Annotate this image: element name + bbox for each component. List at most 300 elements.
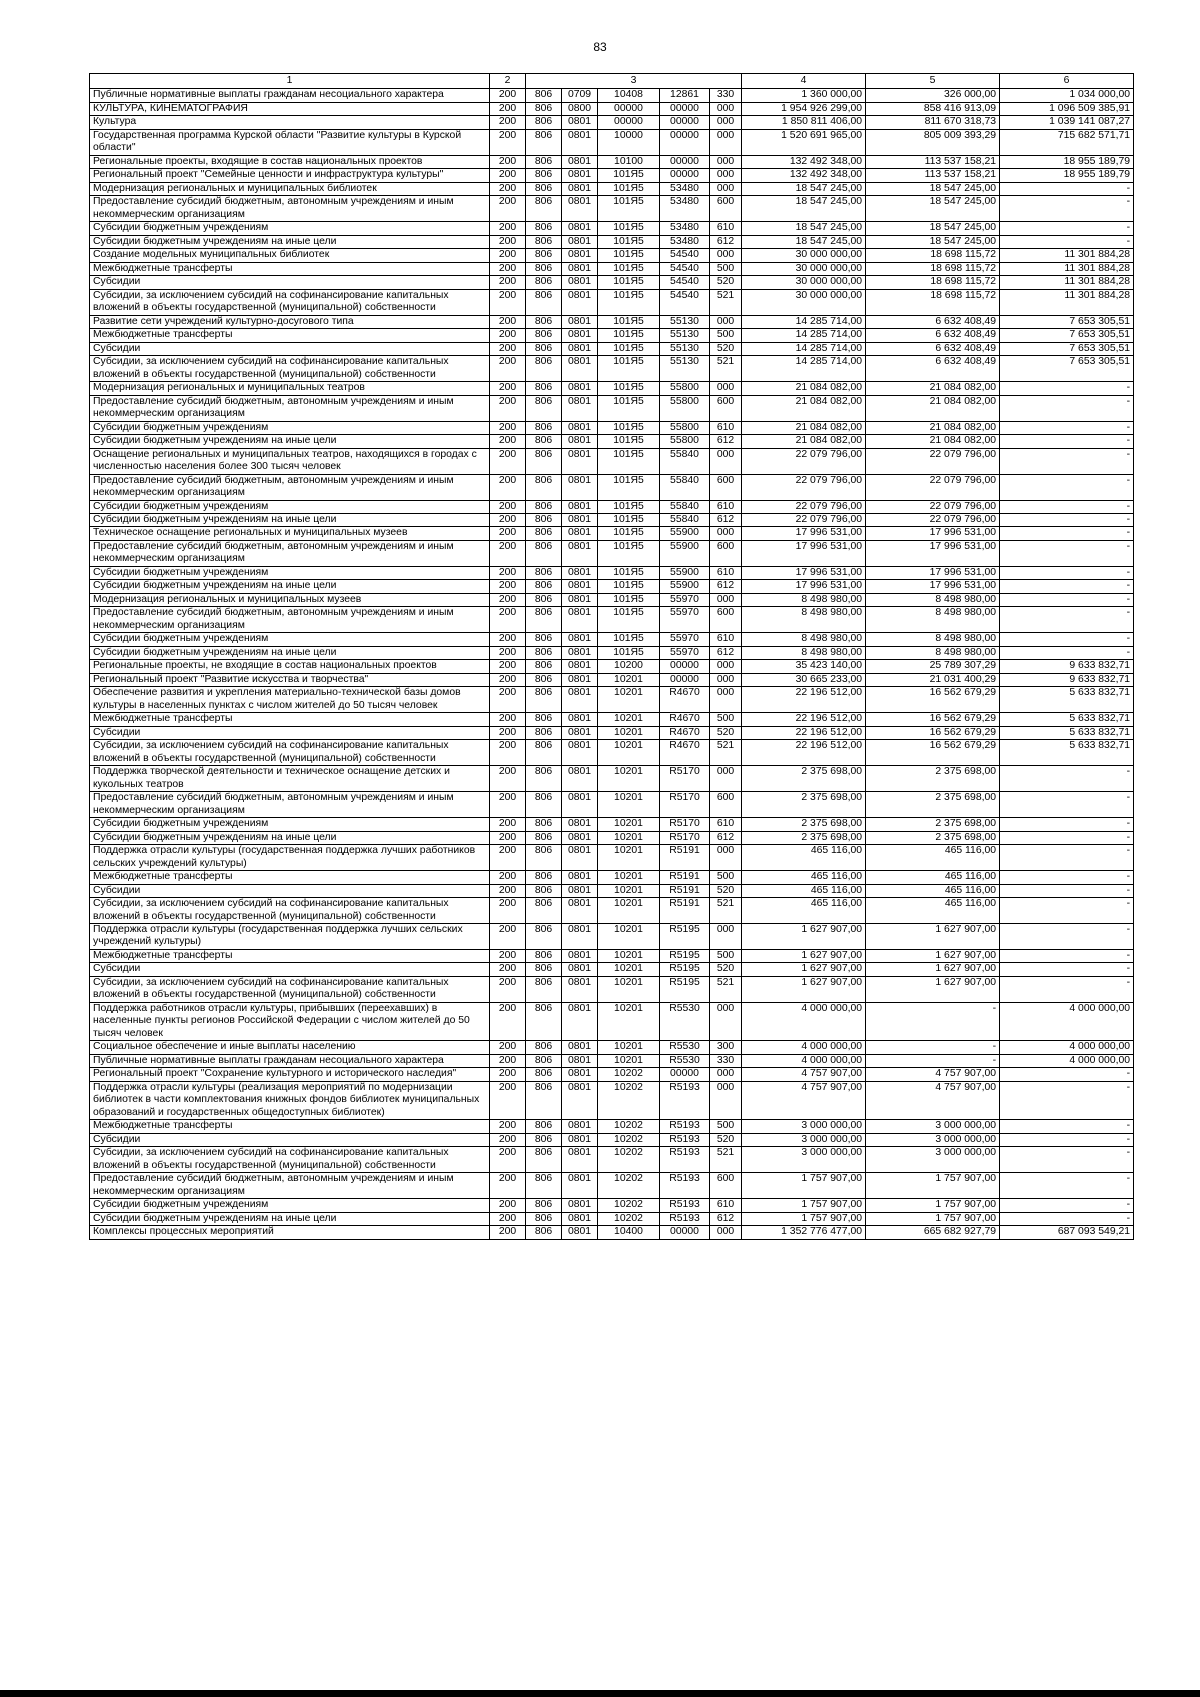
row-admin-code: 806 (526, 276, 562, 289)
row-code: 200 (490, 713, 526, 726)
row-section-code: 0801 (562, 1002, 598, 1040)
row-value-col4: 465 116,00 (742, 871, 866, 884)
row-expense-type-code: 000 (710, 1068, 742, 1081)
row-program-code: 10201 (598, 740, 660, 766)
table-row (90, 276, 1134, 289)
row-program-code: 10201 (598, 687, 660, 713)
row-code: 200 (490, 845, 526, 871)
row-value-col5: 3 000 000,00 (866, 1120, 1000, 1133)
row-admin-code: 806 (526, 448, 562, 474)
row-code: 200 (490, 1002, 526, 1040)
row-admin-code: 806 (526, 540, 562, 566)
row-value-col5: 465 116,00 (866, 871, 1000, 884)
row-direction-code: R5170 (660, 831, 710, 844)
row-value-col4: 465 116,00 (742, 898, 866, 924)
row-name: Предоставление субсидий бюджетным, автономным учреждениям и иным некоммерческим организациям (90, 196, 490, 222)
row-expense-type-code: 500 (710, 949, 742, 962)
row-value-col4: 14 285 714,00 (742, 315, 866, 328)
row-value-col6: - (1000, 1081, 1134, 1119)
row-value-col5: 21 031 400,29 (866, 673, 1000, 686)
row-admin-code: 806 (526, 196, 562, 222)
row-code: 200 (490, 155, 526, 168)
row-code: 200 (490, 1068, 526, 1081)
row-code: 200 (490, 818, 526, 831)
row-code: 200 (490, 235, 526, 248)
row-value-col4: 21 084 082,00 (742, 421, 866, 434)
row-section-code: 0801 (562, 593, 598, 606)
row-program-code: 10201 (598, 1002, 660, 1040)
table-row (90, 356, 1134, 382)
row-code: 200 (490, 687, 526, 713)
row-direction-code: R4670 (660, 740, 710, 766)
row-direction-code: 53480 (660, 222, 710, 235)
row-program-code: 101Я5 (598, 421, 660, 434)
row-section-code: 0801 (562, 580, 598, 593)
row-section-code: 0801 (562, 395, 598, 421)
row-code: 200 (490, 766, 526, 792)
row-value-col5: 1 627 907,00 (866, 963, 1000, 976)
row-value-col6: 5 633 832,71 (1000, 726, 1134, 739)
row-section-code: 0801 (562, 740, 598, 766)
row-admin-code: 806 (526, 1120, 562, 1133)
row-name: Региональный проект "Развитие искусства и творчества" (90, 673, 490, 686)
row-code: 200 (490, 660, 526, 673)
row-value-col4: 18 547 245,00 (742, 222, 866, 235)
header-col-2: 2 (490, 74, 526, 89)
table-row (90, 924, 1134, 950)
table-row (90, 792, 1134, 818)
row-value-col6: - (1000, 435, 1134, 448)
row-program-code: 10202 (598, 1120, 660, 1133)
row-admin-code: 806 (526, 1002, 562, 1040)
row-section-code: 0801 (562, 687, 598, 713)
header-col-4: 4 (742, 74, 866, 89)
row-admin-code: 806 (526, 713, 562, 726)
row-expense-type-code: 521 (710, 356, 742, 382)
table-row (90, 1068, 1134, 1081)
row-value-col5: 8 498 980,00 (866, 633, 1000, 646)
table-row (90, 1199, 1134, 1212)
row-section-code: 0801 (562, 513, 598, 526)
row-code: 200 (490, 593, 526, 606)
row-value-col6: - (1000, 182, 1134, 195)
row-value-col5: 465 116,00 (866, 884, 1000, 897)
row-direction-code: R5193 (660, 1147, 710, 1173)
row-admin-code: 806 (526, 766, 562, 792)
row-name: Субсидии бюджетным учреждениям (90, 818, 490, 831)
row-name: Субсидии, за исключением субсидий на софинансирование капитальных вложений в объекты государственной (муниципальной) собственности (90, 898, 490, 924)
row-section-code: 0801 (562, 884, 598, 897)
row-name: Предоставление субсидий бюджетным, автономным учреждениям и иным некоммерческим организациям (90, 1173, 490, 1199)
row-program-code: 101Я5 (598, 566, 660, 579)
row-expense-type-code: 600 (710, 1173, 742, 1199)
row-value-col6: 11 301 884,28 (1000, 276, 1134, 289)
table-row (90, 1133, 1134, 1146)
table-row (90, 713, 1134, 726)
row-code: 200 (490, 1212, 526, 1225)
table-row (90, 740, 1134, 766)
row-value-col5: 8 498 980,00 (866, 607, 1000, 633)
row-program-code: 10201 (598, 673, 660, 686)
row-section-code: 0801 (562, 766, 598, 792)
row-direction-code: 55130 (660, 356, 710, 382)
row-expense-type-code: 000 (710, 182, 742, 195)
row-section-code: 0801 (562, 660, 598, 673)
row-expense-type-code: 000 (710, 249, 742, 262)
row-section-code: 0801 (562, 1147, 598, 1173)
row-direction-code: R5193 (660, 1133, 710, 1146)
row-value-col5: 326 000,00 (866, 89, 1000, 102)
row-value-col6: - (1000, 1068, 1134, 1081)
table-row (90, 513, 1134, 526)
row-program-code: 101Я5 (598, 356, 660, 382)
row-expense-type-code: 000 (710, 1002, 742, 1040)
page-number: 83 (593, 40, 607, 54)
row-value-col6: - (1000, 871, 1134, 884)
row-admin-code: 806 (526, 740, 562, 766)
table-row (90, 289, 1134, 315)
table-row (90, 527, 1134, 540)
row-name: Субсидии, за исключением субсидий на софинансирование капитальных вложений в объекты государственной (муниципальной) собственности (90, 976, 490, 1002)
row-name: Поддержка работников отрасли культуры, прибывших (переехавших) в населенные пункты регионов Российской Федерации с числом жителей до 50 тысяч человек (90, 1002, 490, 1040)
row-name: Субсидии, за исключением субсидий на софинансирование капитальных вложений в объекты государственной (муниципальной) собственности (90, 356, 490, 382)
row-value-col6: 7 653 305,51 (1000, 315, 1134, 328)
row-value-col5: 16 562 679,29 (866, 713, 1000, 726)
row-code: 200 (490, 1199, 526, 1212)
row-admin-code: 806 (526, 976, 562, 1002)
row-expense-type-code: 612 (710, 235, 742, 248)
row-expense-type-code: 520 (710, 963, 742, 976)
row-expense-type-code: 000 (710, 155, 742, 168)
row-section-code: 0801 (562, 342, 598, 355)
row-value-col4: 1 757 907,00 (742, 1199, 866, 1212)
row-value-col6: 7 653 305,51 (1000, 342, 1134, 355)
row-section-code: 0801 (562, 249, 598, 262)
table-row (90, 448, 1134, 474)
row-section-code: 0801 (562, 169, 598, 182)
row-value-col5: 17 996 531,00 (866, 540, 1000, 566)
row-code: 200 (490, 315, 526, 328)
row-code: 200 (490, 976, 526, 1002)
row-direction-code: 55130 (660, 342, 710, 355)
row-direction-code: 55900 (660, 580, 710, 593)
row-program-code: 10201 (598, 924, 660, 950)
row-section-code: 0801 (562, 1120, 598, 1133)
row-value-col4: 3 000 000,00 (742, 1120, 866, 1133)
table-row (90, 818, 1134, 831)
row-admin-code: 806 (526, 687, 562, 713)
row-value-col4: 30 000 000,00 (742, 289, 866, 315)
row-program-code: 10000 (598, 129, 660, 155)
row-program-code: 10202 (598, 1199, 660, 1212)
row-section-code: 0709 (562, 89, 598, 102)
row-section-code: 0801 (562, 448, 598, 474)
row-admin-code: 806 (526, 474, 562, 500)
table-row (90, 1081, 1134, 1119)
table-row (90, 116, 1134, 129)
row-value-col6: - (1000, 382, 1134, 395)
table-row (90, 687, 1134, 713)
row-admin-code: 806 (526, 845, 562, 871)
row-admin-code: 806 (526, 182, 562, 195)
row-name: Обеспечение развития и укрепления материально-технической базы домов культуры в населенных пунктах с числом жителей до 50 тысяч человек (90, 687, 490, 713)
row-value-col5: 6 632 408,49 (866, 356, 1000, 382)
header-row (90, 74, 1134, 89)
row-section-code: 0801 (562, 116, 598, 129)
table-row (90, 898, 1134, 924)
row-value-col4: 1 352 776 477,00 (742, 1226, 866, 1239)
row-program-code: 101Я5 (598, 169, 660, 182)
row-admin-code: 806 (526, 102, 562, 115)
row-expense-type-code: 610 (710, 1199, 742, 1212)
row-section-code: 0801 (562, 1068, 598, 1081)
row-value-col6: - (1000, 1212, 1134, 1225)
row-expense-type-code: 000 (710, 660, 742, 673)
row-section-code: 0801 (562, 315, 598, 328)
row-admin-code: 806 (526, 818, 562, 831)
row-name: Субсидии бюджетным учреждениям на иные цели (90, 1212, 490, 1225)
row-expense-type-code: 520 (710, 1133, 742, 1146)
row-direction-code: 00000 (660, 129, 710, 155)
row-value-col4: 17 996 531,00 (742, 580, 866, 593)
row-direction-code: 55800 (660, 382, 710, 395)
header-col-5: 5 (866, 74, 1000, 89)
row-admin-code: 806 (526, 527, 562, 540)
row-admin-code: 806 (526, 356, 562, 382)
row-program-code: 10201 (598, 792, 660, 818)
row-value-col4: 14 285 714,00 (742, 329, 866, 342)
row-code: 200 (490, 792, 526, 818)
row-admin-code: 806 (526, 329, 562, 342)
row-value-col6: - (1000, 831, 1134, 844)
row-program-code: 101Я5 (598, 646, 660, 659)
row-value-col5: 2 375 698,00 (866, 831, 1000, 844)
row-value-col5: 16 562 679,29 (866, 687, 1000, 713)
row-program-code: 10202 (598, 1133, 660, 1146)
row-value-col6: - (1000, 235, 1134, 248)
row-value-col5: 6 632 408,49 (866, 315, 1000, 328)
row-admin-code: 806 (526, 1226, 562, 1239)
row-code: 200 (490, 566, 526, 579)
row-direction-code: 54540 (660, 262, 710, 275)
row-value-col4: 4 000 000,00 (742, 1041, 866, 1054)
row-name: Техническое оснащение региональных и муниципальных музеев (90, 527, 490, 540)
row-value-col6: 11 301 884,28 (1000, 289, 1134, 315)
row-value-col6: - (1000, 1133, 1134, 1146)
row-admin-code: 806 (526, 1147, 562, 1173)
row-value-col6: - (1000, 766, 1134, 792)
header-col-3: 3 (526, 74, 742, 89)
row-admin-code: 806 (526, 262, 562, 275)
row-name: Культура (90, 116, 490, 129)
row-expense-type-code: 000 (710, 102, 742, 115)
row-admin-code: 806 (526, 116, 562, 129)
row-value-col4: 1 360 000,00 (742, 89, 866, 102)
row-direction-code: 55800 (660, 421, 710, 434)
row-value-col6: - (1000, 448, 1134, 474)
row-value-col5: 16 562 679,29 (866, 740, 1000, 766)
row-value-col4: 1 627 907,00 (742, 949, 866, 962)
row-name: Субсидии бюджетным учреждениям (90, 633, 490, 646)
row-direction-code: R5193 (660, 1212, 710, 1225)
row-direction-code: R4670 (660, 713, 710, 726)
row-direction-code: 53480 (660, 182, 710, 195)
table-row (90, 1226, 1134, 1239)
row-direction-code: R5195 (660, 963, 710, 976)
row-expense-type-code: 520 (710, 342, 742, 355)
row-section-code: 0801 (562, 329, 598, 342)
row-direction-code: R5191 (660, 898, 710, 924)
row-value-col5: 17 996 531,00 (866, 527, 1000, 540)
row-name: Субсидии (90, 884, 490, 897)
row-code: 200 (490, 289, 526, 315)
budget-table (89, 73, 1134, 1240)
row-value-col5: 6 632 408,49 (866, 342, 1000, 355)
row-program-code: 10201 (598, 818, 660, 831)
table-row (90, 1054, 1134, 1067)
row-section-code: 0801 (562, 963, 598, 976)
row-admin-code: 806 (526, 831, 562, 844)
row-admin-code: 806 (526, 155, 562, 168)
row-direction-code: R5191 (660, 871, 710, 884)
row-value-col6: 687 093 549,21 (1000, 1226, 1134, 1239)
row-value-col4: 465 116,00 (742, 884, 866, 897)
row-code: 200 (490, 395, 526, 421)
row-code: 200 (490, 448, 526, 474)
row-name: Предоставление субсидий бюджетным, автономным учреждениям и иным некоммерческим организациям (90, 474, 490, 500)
row-value-col6: - (1000, 540, 1134, 566)
row-value-col6: - (1000, 1147, 1134, 1173)
row-section-code: 0801 (562, 976, 598, 1002)
row-direction-code: 00000 (660, 660, 710, 673)
table-row (90, 169, 1134, 182)
row-section-code: 0801 (562, 1081, 598, 1119)
row-section-code: 0801 (562, 382, 598, 395)
row-value-col5: 465 116,00 (866, 845, 1000, 871)
table-row (90, 1212, 1134, 1225)
row-value-col6: 11 301 884,28 (1000, 262, 1134, 275)
row-value-col5: 21 084 082,00 (866, 421, 1000, 434)
row-value-col4: 1 627 907,00 (742, 976, 866, 1002)
row-section-code: 0801 (562, 1041, 598, 1054)
row-name: Субсидии, за исключением субсидий на софинансирование капитальных вложений в объекты государственной (муниципальной) собственности (90, 289, 490, 315)
row-value-col4: 1 757 907,00 (742, 1212, 866, 1225)
row-value-col6: - (1000, 818, 1134, 831)
row-program-code: 10201 (598, 726, 660, 739)
row-admin-code: 806 (526, 342, 562, 355)
row-value-col5: 2 375 698,00 (866, 792, 1000, 818)
row-section-code: 0801 (562, 831, 598, 844)
row-value-col4: 18 547 245,00 (742, 182, 866, 195)
row-program-code: 101Я5 (598, 276, 660, 289)
row-name: Создание модельных муниципальных библиотек (90, 249, 490, 262)
row-section-code: 0801 (562, 673, 598, 686)
row-code: 200 (490, 884, 526, 897)
row-value-col5: - (866, 1041, 1000, 1054)
row-program-code: 10100 (598, 155, 660, 168)
row-name: Субсидии бюджетным учреждениям на иные цели (90, 646, 490, 659)
row-value-col4: 22 079 796,00 (742, 448, 866, 474)
row-admin-code: 806 (526, 949, 562, 962)
row-value-col5: 21 084 082,00 (866, 435, 1000, 448)
row-section-code: 0801 (562, 235, 598, 248)
row-value-col4: 17 996 531,00 (742, 527, 866, 540)
row-direction-code: 55900 (660, 527, 710, 540)
table-row (90, 395, 1134, 421)
table-row (90, 646, 1134, 659)
row-name: Государственная программа Курской области "Развитие культуры в Курской области" (90, 129, 490, 155)
row-expense-type-code: 000 (710, 593, 742, 606)
row-value-col5: 4 757 907,00 (866, 1081, 1000, 1119)
row-value-col4: 22 079 796,00 (742, 474, 866, 500)
row-value-col5: 18 547 245,00 (866, 182, 1000, 195)
row-value-col4: 8 498 980,00 (742, 646, 866, 659)
row-expense-type-code: 521 (710, 740, 742, 766)
row-value-col5: 22 079 796,00 (866, 448, 1000, 474)
row-section-code: 0801 (562, 713, 598, 726)
row-code: 200 (490, 382, 526, 395)
row-admin-code: 806 (526, 1041, 562, 1054)
row-program-code: 101Я5 (598, 249, 660, 262)
row-section-code: 0801 (562, 1133, 598, 1146)
row-admin-code: 806 (526, 792, 562, 818)
row-value-col5: 811 670 318,73 (866, 116, 1000, 129)
row-expense-type-code: 600 (710, 395, 742, 421)
row-direction-code: 55840 (660, 513, 710, 526)
row-section-code: 0801 (562, 289, 598, 315)
row-expense-type-code: 300 (710, 1041, 742, 1054)
row-value-col5: 22 079 796,00 (866, 474, 1000, 500)
row-direction-code: R4670 (660, 687, 710, 713)
row-value-col6: - (1000, 222, 1134, 235)
row-value-col5: 2 375 698,00 (866, 766, 1000, 792)
row-name: Субсидии бюджетным учреждениям на иные цели (90, 235, 490, 248)
row-expense-type-code: 600 (710, 196, 742, 222)
row-value-col6: - (1000, 884, 1134, 897)
row-program-code: 10201 (598, 1054, 660, 1067)
row-value-col4: 2 375 698,00 (742, 818, 866, 831)
row-direction-code: R5170 (660, 792, 710, 818)
row-value-col6: 7 653 305,51 (1000, 329, 1134, 342)
row-admin-code: 806 (526, 1068, 562, 1081)
row-value-col6: - (1000, 500, 1134, 513)
row-expense-type-code: 521 (710, 289, 742, 315)
row-admin-code: 806 (526, 871, 562, 884)
row-expense-type-code: 000 (710, 527, 742, 540)
row-value-col5: 18 698 115,72 (866, 289, 1000, 315)
row-value-col5: 113 537 158,21 (866, 169, 1000, 182)
row-admin-code: 806 (526, 235, 562, 248)
row-value-col4: 14 285 714,00 (742, 342, 866, 355)
row-program-code: 10201 (598, 976, 660, 1002)
row-code: 200 (490, 540, 526, 566)
row-value-col4: 22 196 512,00 (742, 713, 866, 726)
row-value-col6: - (1000, 566, 1134, 579)
row-name: Субсидии (90, 726, 490, 739)
row-expense-type-code: 330 (710, 1054, 742, 1067)
row-expense-type-code: 612 (710, 513, 742, 526)
row-expense-type-code: 612 (710, 580, 742, 593)
row-direction-code: R5195 (660, 949, 710, 962)
row-value-col4: 35 423 140,00 (742, 660, 866, 673)
row-code: 200 (490, 871, 526, 884)
row-direction-code: 53480 (660, 235, 710, 248)
row-value-col5: 4 757 907,00 (866, 1068, 1000, 1081)
row-program-code: 101Я5 (598, 540, 660, 566)
row-name: Субсидии бюджетным учреждениям на иные цели (90, 513, 490, 526)
row-code: 200 (490, 963, 526, 976)
row-expense-type-code: 600 (710, 474, 742, 500)
